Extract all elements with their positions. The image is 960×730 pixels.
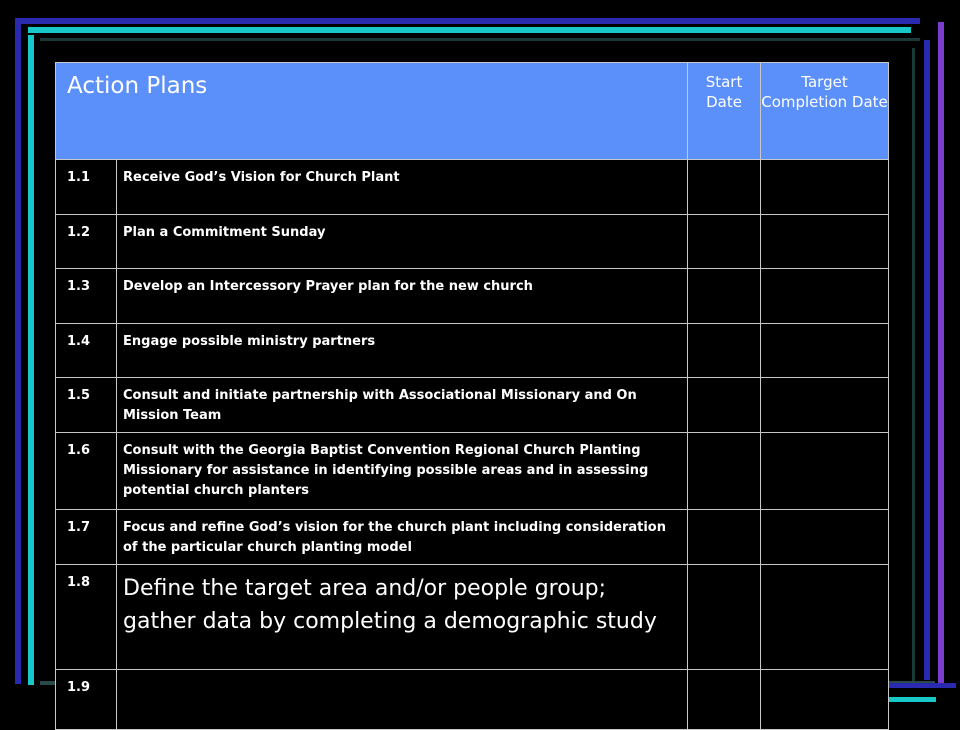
frame-line-top-cyan	[28, 27, 911, 33]
frame-line-left-blue	[15, 18, 21, 684]
table-row	[56, 433, 889, 510]
start-date-cell	[688, 324, 761, 378]
target-date-cell	[761, 269, 889, 324]
start-date-cell	[688, 433, 761, 510]
row-description: Engage possible ministry partners	[117, 324, 688, 378]
table-row	[56, 215, 889, 269]
row-description: Plan a Commitment Sunday	[117, 215, 688, 269]
start-date-cell	[688, 269, 761, 324]
target-date-cell	[761, 324, 889, 378]
table-row	[56, 269, 889, 324]
frame-line-right-gray	[912, 48, 915, 688]
row-description: Define the target area and/or people group; gather data by completing a demographic study	[117, 565, 688, 670]
target-date-cell	[761, 565, 889, 670]
row-description: Consult with the Georgia Baptist Convention Regional Church Planting Missionary for assistance in identifying possible areas and in assessing potential church planters	[117, 433, 688, 510]
frame-line-top-gray	[40, 38, 920, 41]
table-row	[56, 670, 889, 730]
table-row	[56, 160, 889, 215]
header-start-date: Start Date	[688, 63, 761, 160]
start-date-cell	[688, 510, 761, 565]
header-action-plans: Action Plans	[56, 63, 688, 160]
table-row	[56, 324, 889, 378]
start-date-cell	[688, 378, 761, 433]
table-header-row	[56, 63, 889, 160]
row-description: Receive God’s Vision for Church Plant	[117, 160, 688, 215]
row-number: 1.3	[56, 269, 117, 324]
target-date-cell	[761, 215, 889, 269]
target-date-cell	[761, 378, 889, 433]
row-number: 1.7	[56, 510, 117, 565]
row-description: Consult and initiate partnership with Associational Missionary and On Mission Team	[117, 378, 688, 433]
frame-line-right-blue	[924, 40, 930, 680]
row-number: 1.4	[56, 324, 117, 378]
start-date-cell	[688, 670, 761, 730]
target-date-cell	[761, 433, 889, 510]
table-row	[56, 510, 889, 565]
start-date-cell	[688, 565, 761, 670]
row-number: 1.8	[56, 565, 117, 670]
frame-line-left-cyan	[28, 35, 34, 685]
frame-line-top-blue	[15, 18, 920, 24]
row-description	[117, 670, 688, 730]
row-number: 1.5	[56, 378, 117, 433]
table-row	[56, 565, 889, 670]
row-number: 1.1	[56, 160, 117, 215]
action-plans-table	[55, 62, 889, 730]
header-target-completion-date: Target Completion Date	[761, 63, 889, 160]
start-date-cell	[688, 160, 761, 215]
table-row	[56, 378, 889, 433]
row-number: 1.2	[56, 215, 117, 269]
row-description: Focus and refine God’s vision for the church plant including consideration of the particular church planting model	[117, 510, 688, 565]
frame-line-right-purple	[938, 22, 944, 687]
target-date-cell	[761, 670, 889, 730]
target-date-cell	[761, 160, 889, 215]
start-date-cell	[688, 215, 761, 269]
row-number: 1.9	[56, 670, 117, 730]
row-number: 1.6	[56, 433, 117, 510]
target-date-cell	[761, 510, 889, 565]
row-description: Develop an Intercessory Prayer plan for the new church	[117, 269, 688, 324]
